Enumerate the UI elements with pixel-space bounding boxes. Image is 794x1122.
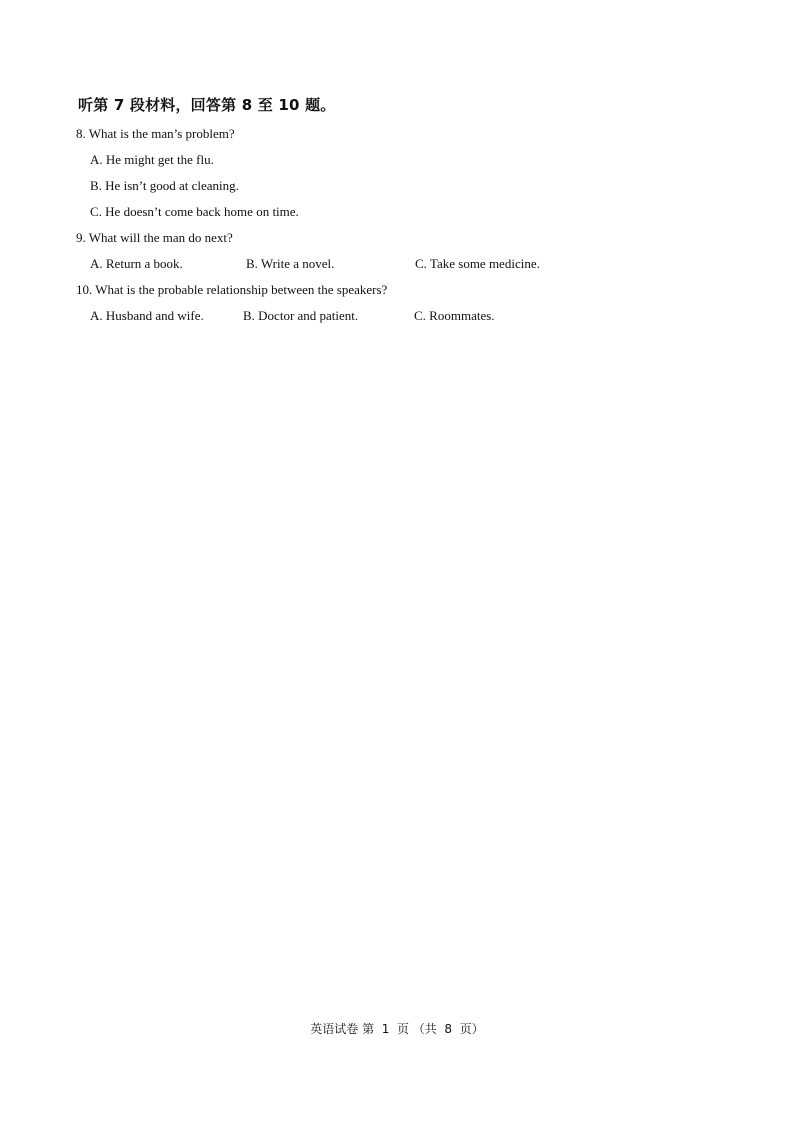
question-9-option-a: A. Return a book.: [90, 256, 183, 271]
question-9-stem: 9. What will the man do next?: [76, 230, 233, 245]
question-9-option-b: B. Write a novel.: [246, 256, 335, 271]
question-10-option-b: B. Doctor and patient.: [243, 308, 359, 323]
question-8-option-c: C. He doesn’t come back home on time.: [90, 204, 299, 219]
question-10-option-a: A. Husband and wife.: [90, 308, 204, 323]
question-10-stem: 10. What is the probable relationship between the speakers?: [76, 282, 388, 297]
section-heading: 听第 7 段材料，回答第 8 至 10 题。: [78, 96, 336, 114]
page-footer: 英语试卷 第 1 页 （共 8 页）: [310, 1022, 484, 1036]
question-8-option-b: B. He isn’t good at cleaning.: [90, 178, 239, 193]
question-8-option-a: A. He might get the flu.: [90, 152, 214, 167]
question-10-option-c: C. Roommates.: [414, 308, 495, 323]
question-9-option-c: C. Take some medicine.: [415, 256, 540, 271]
question-8-stem: 8. What is the man’s problem?: [76, 126, 235, 141]
